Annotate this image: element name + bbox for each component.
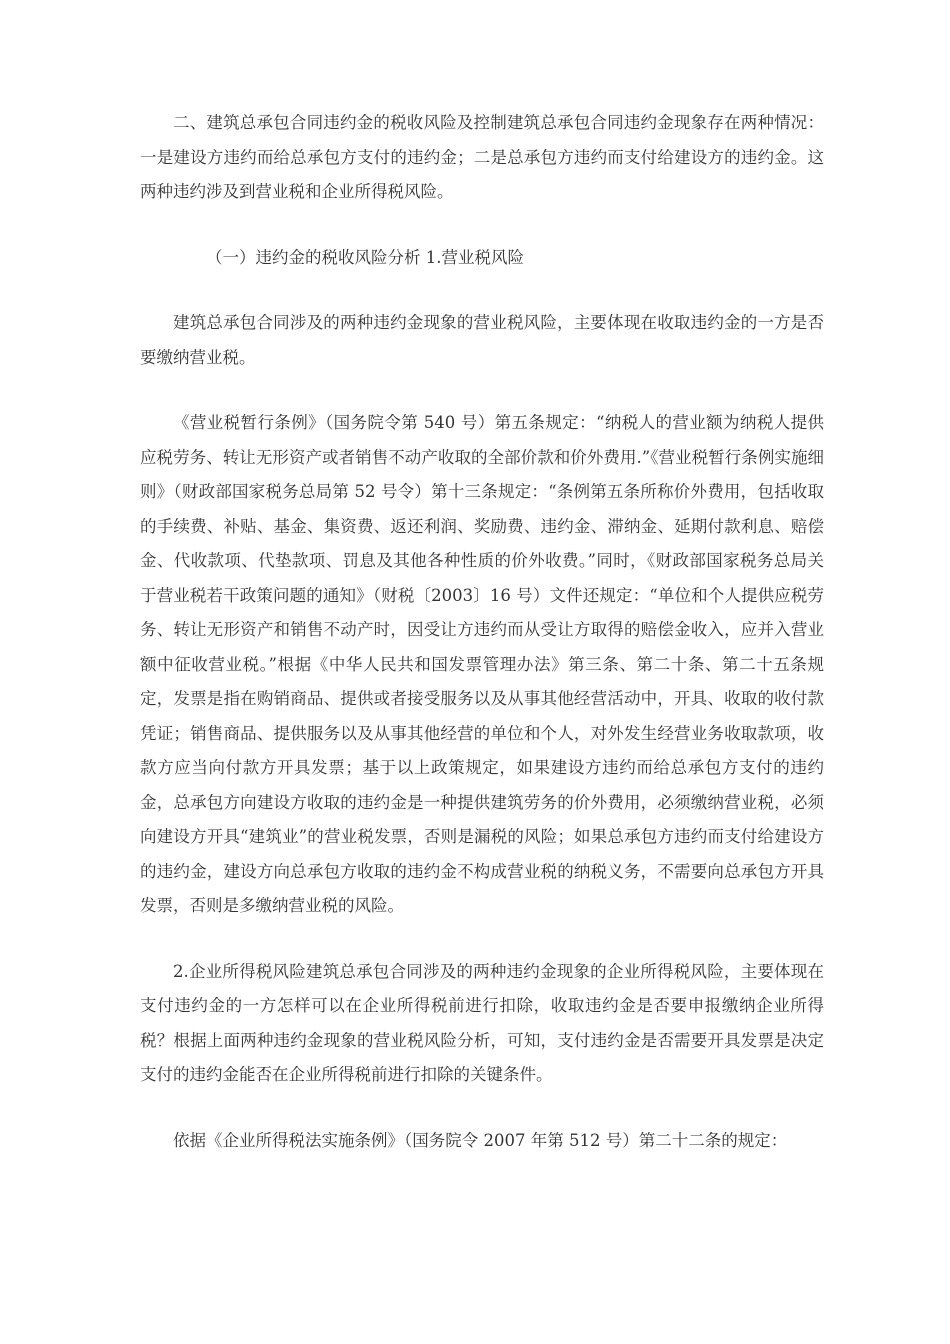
paragraph-section-heading: 二、建筑总承包合同违约金的税收风险及控制建筑总承包合同违约金现象存在两种情况：一是建设方违约而给总承包方支付的违约金；二是总承包方违约而支付给建设方的违约金。这两种违约涉及到营业税和企业所得税风险。 [140, 113, 824, 201]
paragraph-implementation-rules: 依据《企业所得税法实施条例》（国务院令 2007 年第 512 号）第二十二条的规定： [173, 1130, 788, 1150]
paragraph-business-tax-risk: 建筑总承包合同涉及的两种违约金现象的营业税风险，主要体现在收取违约金的一方是否要缴纳营业税。 [140, 313, 824, 367]
document-body [140, 106, 824, 1189]
paragraph-subsection-heading: （一）违约金的税收风险分析 1.营业税风险 [206, 247, 524, 267]
paragraph-income-tax-risk: 2.企业所得税风险建筑总承包合同涉及的两种违约金现象的企业所得税风险，主要体现在支付违约金的一方怎样可以在企业所得税前进行扣除，收取违约金是否要申报缴纳企业所得税？根据上面两种违约金现象的营业税风险分析，可知，支付违约金是否需要开具发票是决定支付的违约金能否在企业所得税前进行扣除的关键条件。 [140, 961, 824, 1084]
paragraph-regulations: 《营业税暂行条例》（国务院令第 540 号）第五条规定：“纳税人的营业额为纳税人提供应税劳务、转让无形资产或者销售不动产收取的全部价款和价外费用.”《营业税暂行条例实施细则》（财政部国家税务总局第 52 号令）第十三条规定：“条例第五条所称价外费用，包括收取的手续费、补贴、基金、集资费、返还利润、奖励费、违约金、滞纳金、延期付款利息、赔偿金、代收款项、代垫款项、罚息及其他各种性质的价外收费。”同时，《财政部国家税务总局关于营业税若干政策问题的通知》（财税〔2003〕16 号）文件还规定：“单位和个人提供应税劳务、转让无形资产和销售不动产时，因受让方违约而从受让方取得的赔偿金收入，应并入营业额中征收营业税。”根据《中华人民共和国发票管理办法》第三条、第二十条、第二十五条规定，发票是指在购销商品、提供或者接受服务以及从事其他经营活动中，开具、收取的收付款凭证；销售商品、提供服务以及从事其他经营的单位和个人，对外发生经营业务收取款项，收款方应当向付款方开具发票；基于以上政策规定，如果建设方违约而给总承包方支付的违约金，总承包方向建设方收取的违约金是一种提供建筑劳务的价外费用，必须缴纳营业税，必须向建设方开具“建筑业”的营业税发票，否则是漏税的风险；如果总承包方违约而支付给建设方的违约金，建设方向总承包方收取的违约金不构成营业税的纳税义务，不需要向总承包方开具发票，否则是多缴纳营业税的风险。 [140, 413, 824, 915]
